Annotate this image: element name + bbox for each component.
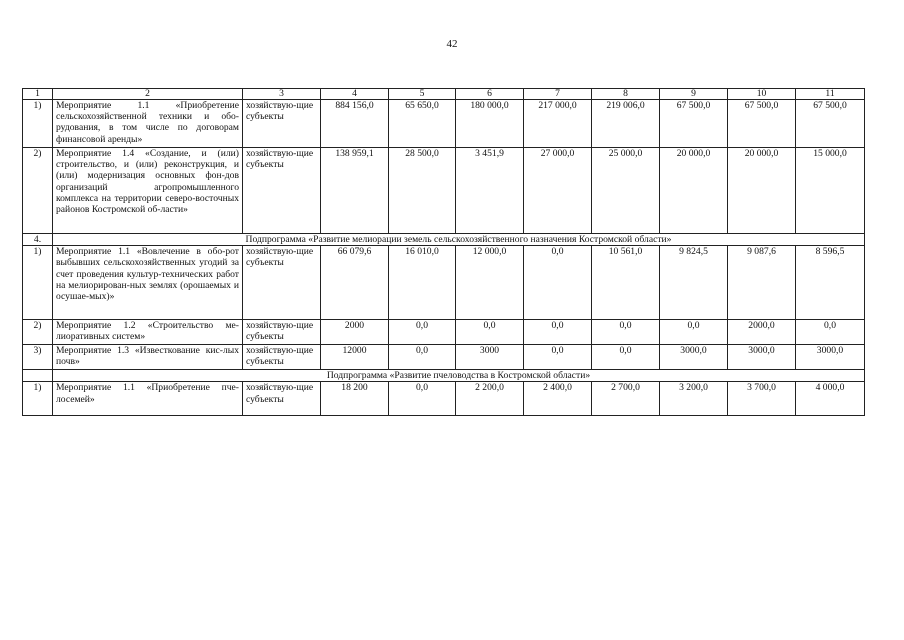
activity-name: Мероприятие 1.1 «Приобретение сельскохозяйственной техники и обо-рудования, в том числе по договорам финансовой аренды» <box>53 100 243 148</box>
value-cell: 67 500,0 <box>728 100 796 148</box>
value-cell: 0,0 <box>389 382 456 416</box>
value-cell: 0,0 <box>660 320 728 345</box>
table-row <box>23 345 865 370</box>
budget-table <box>22 88 865 416</box>
value-cell: 12 000,0 <box>456 246 524 320</box>
table-body <box>23 89 865 416</box>
activity-name: Мероприятие 1.1 «Приобретение пче-лосемей» <box>53 382 243 416</box>
value-cell: 15 000,0 <box>796 148 865 234</box>
row-number: 4. <box>23 234 53 246</box>
table-row <box>23 100 865 148</box>
value-cell: 0,0 <box>524 345 592 370</box>
value-cell: 4 000,0 <box>796 382 865 416</box>
value-cell: 3000,0 <box>660 345 728 370</box>
value-cell: 0,0 <box>456 320 524 345</box>
value-cell: 3000,0 <box>796 345 865 370</box>
value-cell: 0,0 <box>592 320 660 345</box>
value-cell: 2 400,0 <box>524 382 592 416</box>
value-cell: 20 000,0 <box>660 148 728 234</box>
column-header: 4 <box>321 89 389 100</box>
subprogram-title: Подпрограмма «Развитие пчеловодства в Костромской области» <box>53 370 865 382</box>
value-cell: 28 500,0 <box>389 148 456 234</box>
column-header: 6 <box>456 89 524 100</box>
value-cell: 9 087,6 <box>728 246 796 320</box>
row-number: 1) <box>23 382 53 416</box>
subprogram-row <box>23 234 865 246</box>
activity-name: Мероприятие 1.4 «Создание, и (или) строительство, и (или) реконструкция, и (или) модернизация основных фон-дов организаций агропромышленного комплекса на территории северо-восточных районов Костромской об-ласти» <box>53 148 243 234</box>
activity-name: Мероприятие 1.1 «Вовлечение в обо-рот выбывших сельскохозяйственных угодий за счет проведения культур-технических работ на мелиорирован-ных землях (орошаемых и осушае-мых)» <box>53 246 243 320</box>
value-cell: 2000,0 <box>728 320 796 345</box>
value-cell: 138 959,1 <box>321 148 389 234</box>
value-cell: 8 596,5 <box>796 246 865 320</box>
value-cell: 219 006,0 <box>592 100 660 148</box>
table-row <box>23 148 865 234</box>
value-cell: 0,0 <box>389 345 456 370</box>
value-cell: 0,0 <box>389 320 456 345</box>
value-cell: 20 000,0 <box>728 148 796 234</box>
column-header: 11 <box>796 89 865 100</box>
row-number: 2) <box>23 320 53 345</box>
value-cell: 9 824,5 <box>660 246 728 320</box>
row-number: 1) <box>23 246 53 320</box>
executor: хозяйствую-щие субъекты <box>243 148 321 234</box>
value-cell: 3 451,9 <box>456 148 524 234</box>
value-cell: 3000 <box>456 345 524 370</box>
executor: хозяйствую-щие субъекты <box>243 320 321 345</box>
row-number: 2) <box>23 148 53 234</box>
value-cell: 3 200,0 <box>660 382 728 416</box>
column-header: 8 <box>592 89 660 100</box>
value-cell: 884 156,0 <box>321 100 389 148</box>
executor: хозяйствую-щие субъекты <box>243 246 321 320</box>
column-header: 5 <box>389 89 456 100</box>
value-cell: 0,0 <box>592 345 660 370</box>
table-row <box>23 382 865 416</box>
value-cell: 67 500,0 <box>796 100 865 148</box>
column-header: 1 <box>23 89 53 100</box>
row-number <box>23 370 53 382</box>
table-row <box>23 246 865 320</box>
column-header: 7 <box>524 89 592 100</box>
subprogram-row <box>23 370 865 382</box>
header-row <box>23 89 865 100</box>
row-number: 3) <box>23 345 53 370</box>
executor: хозяйствую-щие субъекты <box>243 345 321 370</box>
value-cell: 27 000,0 <box>524 148 592 234</box>
value-cell: 18 200 <box>321 382 389 416</box>
value-cell: 2000 <box>321 320 389 345</box>
column-header: 2 <box>53 89 243 100</box>
value-cell: 0,0 <box>524 246 592 320</box>
executor: хозяйствую-щие субъекты <box>243 382 321 416</box>
value-cell: 3000,0 <box>728 345 796 370</box>
value-cell: 25 000,0 <box>592 148 660 234</box>
subprogram-title: Подпрограмма «Развитие мелиорации земель сельскохозяйственного назначения Костромской области» <box>53 234 865 246</box>
value-cell: 2 200,0 <box>456 382 524 416</box>
value-cell: 0,0 <box>796 320 865 345</box>
value-cell: 217 000,0 <box>524 100 592 148</box>
activity-name: Мероприятие 1.2 «Строительство ме-лиоративных систем» <box>53 320 243 345</box>
activity-name: Мероприятие 1.3 «Известкование кис-лых почв» <box>53 345 243 370</box>
value-cell: 66 079,6 <box>321 246 389 320</box>
value-cell: 0,0 <box>524 320 592 345</box>
value-cell: 2 700,0 <box>592 382 660 416</box>
value-cell: 180 000,0 <box>456 100 524 148</box>
executor: хозяйствую-щие субъекты <box>243 100 321 148</box>
value-cell: 12000 <box>321 345 389 370</box>
value-cell: 10 561,0 <box>592 246 660 320</box>
column-header: 10 <box>728 89 796 100</box>
column-header: 9 <box>660 89 728 100</box>
value-cell: 67 500,0 <box>660 100 728 148</box>
row-number: 1) <box>23 100 53 148</box>
column-header: 3 <box>243 89 321 100</box>
value-cell: 16 010,0 <box>389 246 456 320</box>
value-cell: 3 700,0 <box>728 382 796 416</box>
value-cell: 65 650,0 <box>389 100 456 148</box>
page-number: 42 <box>446 38 458 50</box>
table-row <box>23 320 865 345</box>
